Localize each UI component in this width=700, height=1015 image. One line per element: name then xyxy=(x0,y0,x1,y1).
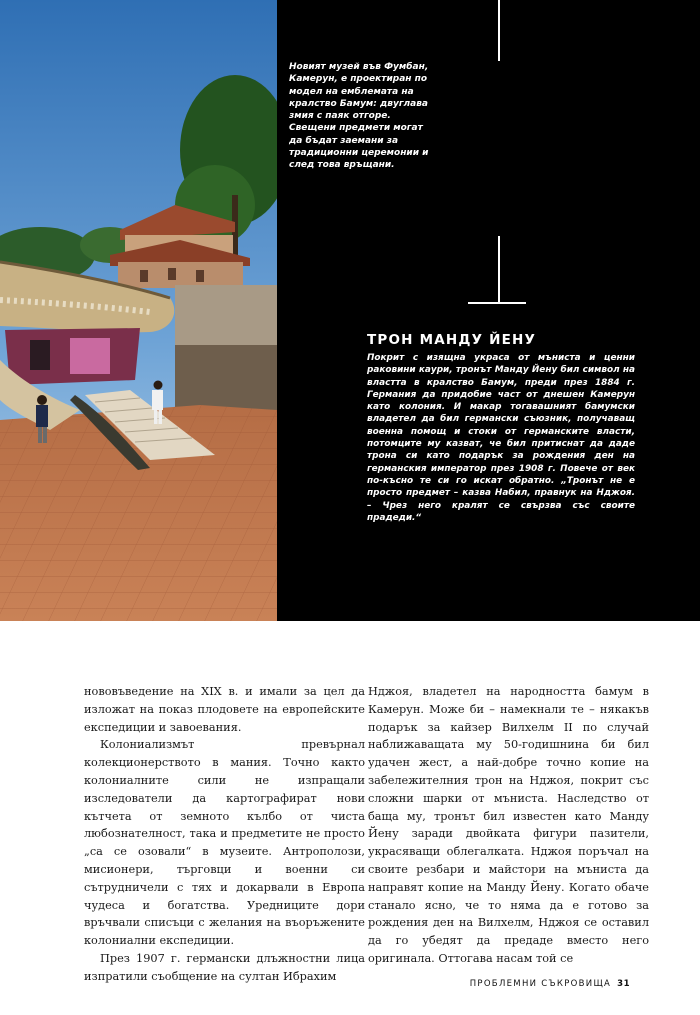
divider-bar xyxy=(468,302,526,304)
sidebar-body: Покрит с изящна украса от мъниста и ценни раковини каури, тронът Манду Йену бил символ на властта в кралство Бамум, преди през 1884 г. Германия да придобие част от днешен Камерун като колония. И макар тогавашният бамумски владетел да бил германски съюзник, получаващ военна помощ и стоки от германските власти, потомците му казват, че бил притиснат да даде трона си като подарък за рождения ден на германския император през 1908 г. Повече от век по-късно те си го искат обратно. „Тронът не е просто предмет – казва Набил, правнук на Нджоя. – Чрез него кралят се свързва със своите прадеди.“ xyxy=(367,353,635,523)
photo-caption: Новият музей във Фумбан, Камерун, е проектиран по модел на емблемата на кралство Бамум: двуглава змия с паяк отгоре. Свещени предмети могат да бъдат заемани за традиционни церемонии и след това връщани. xyxy=(289,62,429,171)
sidebar-title: ТРОН МАНДУ ЙЕНУ xyxy=(367,332,537,348)
divider-line-top xyxy=(498,0,500,61)
museum-photo xyxy=(0,0,277,621)
article-paragraph: Нджоя, владетел на народността бамум в Камерун. Може би – намекнали те – някакъв подарък за кайзер Вилхелм II по случай наближаващата му 50-годишнина би бил удачен жест, а най-добре точно копие на забележителния трон на Нджоя, покрит със сложни шарки от мъниста. Наследство от баща му, тронът бил известен като Манду Йену заради двойката фигури пазители, украсяващи облегалката. Нджоя поръчал на своите резбари и майстори на мъниста да направят копие на Манду Йену. Когато обаче станало ясно, че то няма да е готово за рождения ден на Вилхелм, Нджоя се оставил да го убедят да предаде вместо него оригинала. Оттогава насам той се xyxy=(368,685,649,965)
page-footer xyxy=(470,979,630,989)
article-paragraph: нововъведение на XIX в. и имали за цел да изложат на показ плодовете на европейските експедиции и завоевания. xyxy=(84,685,365,734)
article-paragraph: През 1907 г. германски длъжностни лица изпратили съобщение на султан Ибрахим xyxy=(84,951,365,983)
article-column-left xyxy=(84,683,365,986)
article-paragraph: Колониализмът превърнал колекционерството в мания. Точно както колониалните сили не изпращали изследователи да картографират нови кътчета от земното кълбо от чиста любознателност, така и предметите не просто „са се озовали“ в музеите. Антрополози, мисионери, търговци и военни си сътрудничели с тях и докарвали в Европа чудеса и богатства. Уредниците дори връчвали списъци с желания на въоръжените колониални експедиции. xyxy=(84,738,365,948)
footer-section-title: ПРОБЛЕМНИ СЪКРОВИЩА xyxy=(469,979,612,989)
divider-line-middle xyxy=(498,236,500,302)
page-number: 31 xyxy=(617,979,630,989)
article-column-right xyxy=(368,683,649,968)
